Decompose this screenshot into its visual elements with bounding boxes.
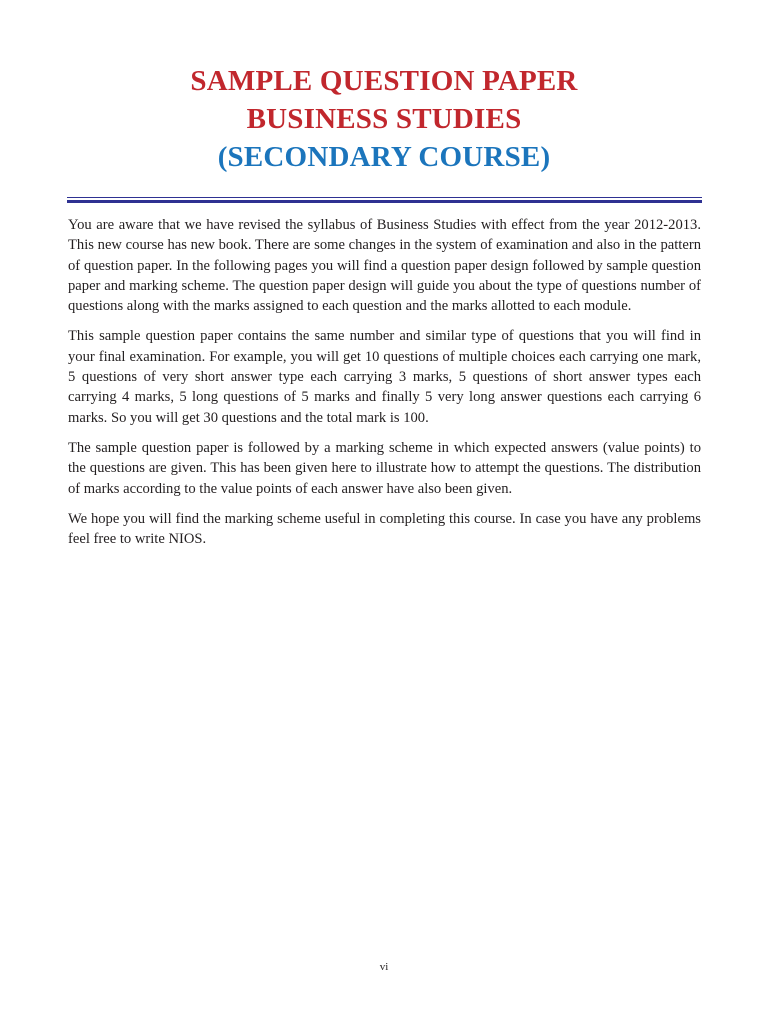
paragraph-syllabus-revision: You are aware that we have revised the syllabus of Business Studies with effect from the year 2012-2013. This new course has new book. There are some changes in the system of examination and also in the pattern of question paper. In the following pages you will find a question paper design followed by sample question paper and marking scheme. The question paper design will guide you about the type of questions number of questions along with the marks assigned to each question and the marks allotted to each module. [68,217,701,315]
paragraph-closing: We hope you will find the marking scheme useful in completing this course. In case you have any problems feel free to write NIOS. [68,510,701,548]
paragraph-marking-scheme: The sample question paper is followed by a marking scheme in which expected answers (value points) to the questions are given. This has been given here to illustrate how to attempt the questions. The distribution of marks according to the value points of each answer have also been given. [68,439,701,497]
divider-thick-line [67,200,702,203]
title-line-secondary-course: (SECONDARY COURSE) [217,141,551,173]
page-number: vi [379,961,389,973]
paragraph-question-types: This sample question paper contains the same number and similar type of questions that you will find in your final examination. For example, you will get 10 questions of multiple choices each carrying one mark, 5 questions of very short answer type each carrying 3 marks, 5 questions of short answer types each carrying 4 marks, 5 long questions of 5 marks and finally 5 very long answer questions each carrying 6 marks. So you will get 30 questions and the total mark is 100. [68,328,701,426]
title-line-business-studies: BUSINESS STUDIES [246,103,522,135]
title-divider [67,197,702,203]
title-line-sample-question-paper: SAMPLE QUESTION PAPER [190,65,578,97]
body-text [68,215,701,559]
page-title [0,62,768,176]
